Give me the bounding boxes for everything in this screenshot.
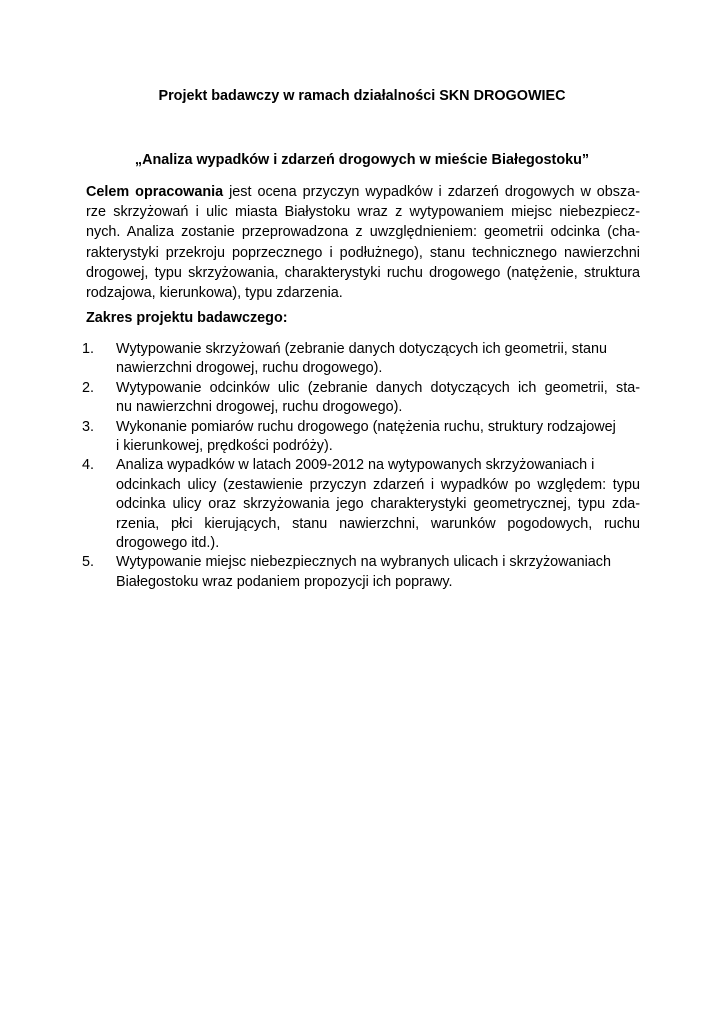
intro-paragraph bbox=[86, 182, 640, 303]
list-item-line: odcinka ulicy oraz skrzyżowania jego charakterystyki geometrycznej, typu zda- bbox=[116, 496, 640, 513]
list-item-number: 5. bbox=[81, 554, 94, 571]
intro-line: rodzajowa, kierunkowa), typu zdarzenia. bbox=[86, 284, 343, 301]
list-item-line: rzenia, płci kierujących, stanu nawierzchni, warunków pogodowych, ruchu bbox=[116, 515, 640, 532]
list-item-line: drogowego itd.). bbox=[116, 534, 220, 551]
list-item-number: 3. bbox=[81, 418, 94, 435]
list-item-line: Wytypowanie odcinków ulic (zebranie danych dotyczących ich geometrii, sta- bbox=[116, 379, 640, 396]
list-item bbox=[81, 553, 640, 592]
intro-line: nych. Analiza zostanie przeprowadzona z uwzględnieniem: geometrii odcinka (cha- bbox=[86, 224, 640, 241]
list-item-line: Wytypowanie miejsc niebezpiecznych na wybranych ulicach i skrzyżowaniach bbox=[116, 554, 611, 571]
list-item-line: Analiza wypadków w latach 2009-2012 na wytypowanych skrzyżowaniach i bbox=[116, 457, 595, 474]
list-item-line: i kierunkowej, prędkości podróży). bbox=[116, 437, 333, 454]
list-item-line: nu nawierzchni drogowej, ruchu drogowego). bbox=[116, 399, 403, 416]
list-item-number: 2. bbox=[81, 379, 94, 396]
intro-line: rakterystyki przekroju poprzecznego i podłużnego), stanu technicznego nawierzchni bbox=[86, 244, 640, 261]
list-item-line: odcinkach ulicy (zestawienie przyczyn zdarzeń i wypadków po względem: typu bbox=[116, 476, 640, 493]
intro-line-text: jest ocena przyczyn wypadków i zdarzeń drogowych w obsza- bbox=[223, 184, 640, 200]
list-item-number: 4. bbox=[81, 457, 94, 474]
list-item-line: Białegostoku wraz podaniem propozycji ich poprawy. bbox=[116, 573, 453, 590]
scope-list bbox=[81, 340, 640, 592]
list-item-number: 1. bbox=[81, 341, 94, 357]
scope-heading: Zakres projektu badawczego: bbox=[86, 310, 288, 326]
list-item-line: Wytypowanie skrzyżowań (zebranie danych dotyczących ich geometrii, stanu bbox=[116, 341, 607, 357]
list-item bbox=[81, 456, 640, 553]
header-title: Projekt badawczy w ramach działalności SKN DROGOWIEC bbox=[158, 88, 566, 104]
list-item-line: nawierzchni drogowej, ruchu drogowego). bbox=[116, 360, 383, 377]
list-item bbox=[81, 418, 640, 457]
list-item bbox=[81, 340, 640, 379]
intro-line: rze skrzyżowań i ulic miasta Białystoku wraz z wytypowaniem miejsc niebezpiecz- bbox=[86, 204, 640, 221]
intro-line bbox=[86, 182, 640, 202]
document-title: „Analiza wypadków i zdarzeń drogowych w mieście Białegostoku” bbox=[134, 152, 590, 168]
list-item bbox=[81, 379, 640, 418]
intro-bold-lead: Celem opracowania bbox=[86, 184, 224, 200]
list-item-line: Wykonanie pomiarów ruchu drogowego (natężenia ruchu, struktury rodzajowej bbox=[116, 418, 616, 435]
intro-line: drogowej, typu skrzyżowania, charakterystyki ruchu drogowego (natężenie, struktura bbox=[86, 264, 640, 281]
